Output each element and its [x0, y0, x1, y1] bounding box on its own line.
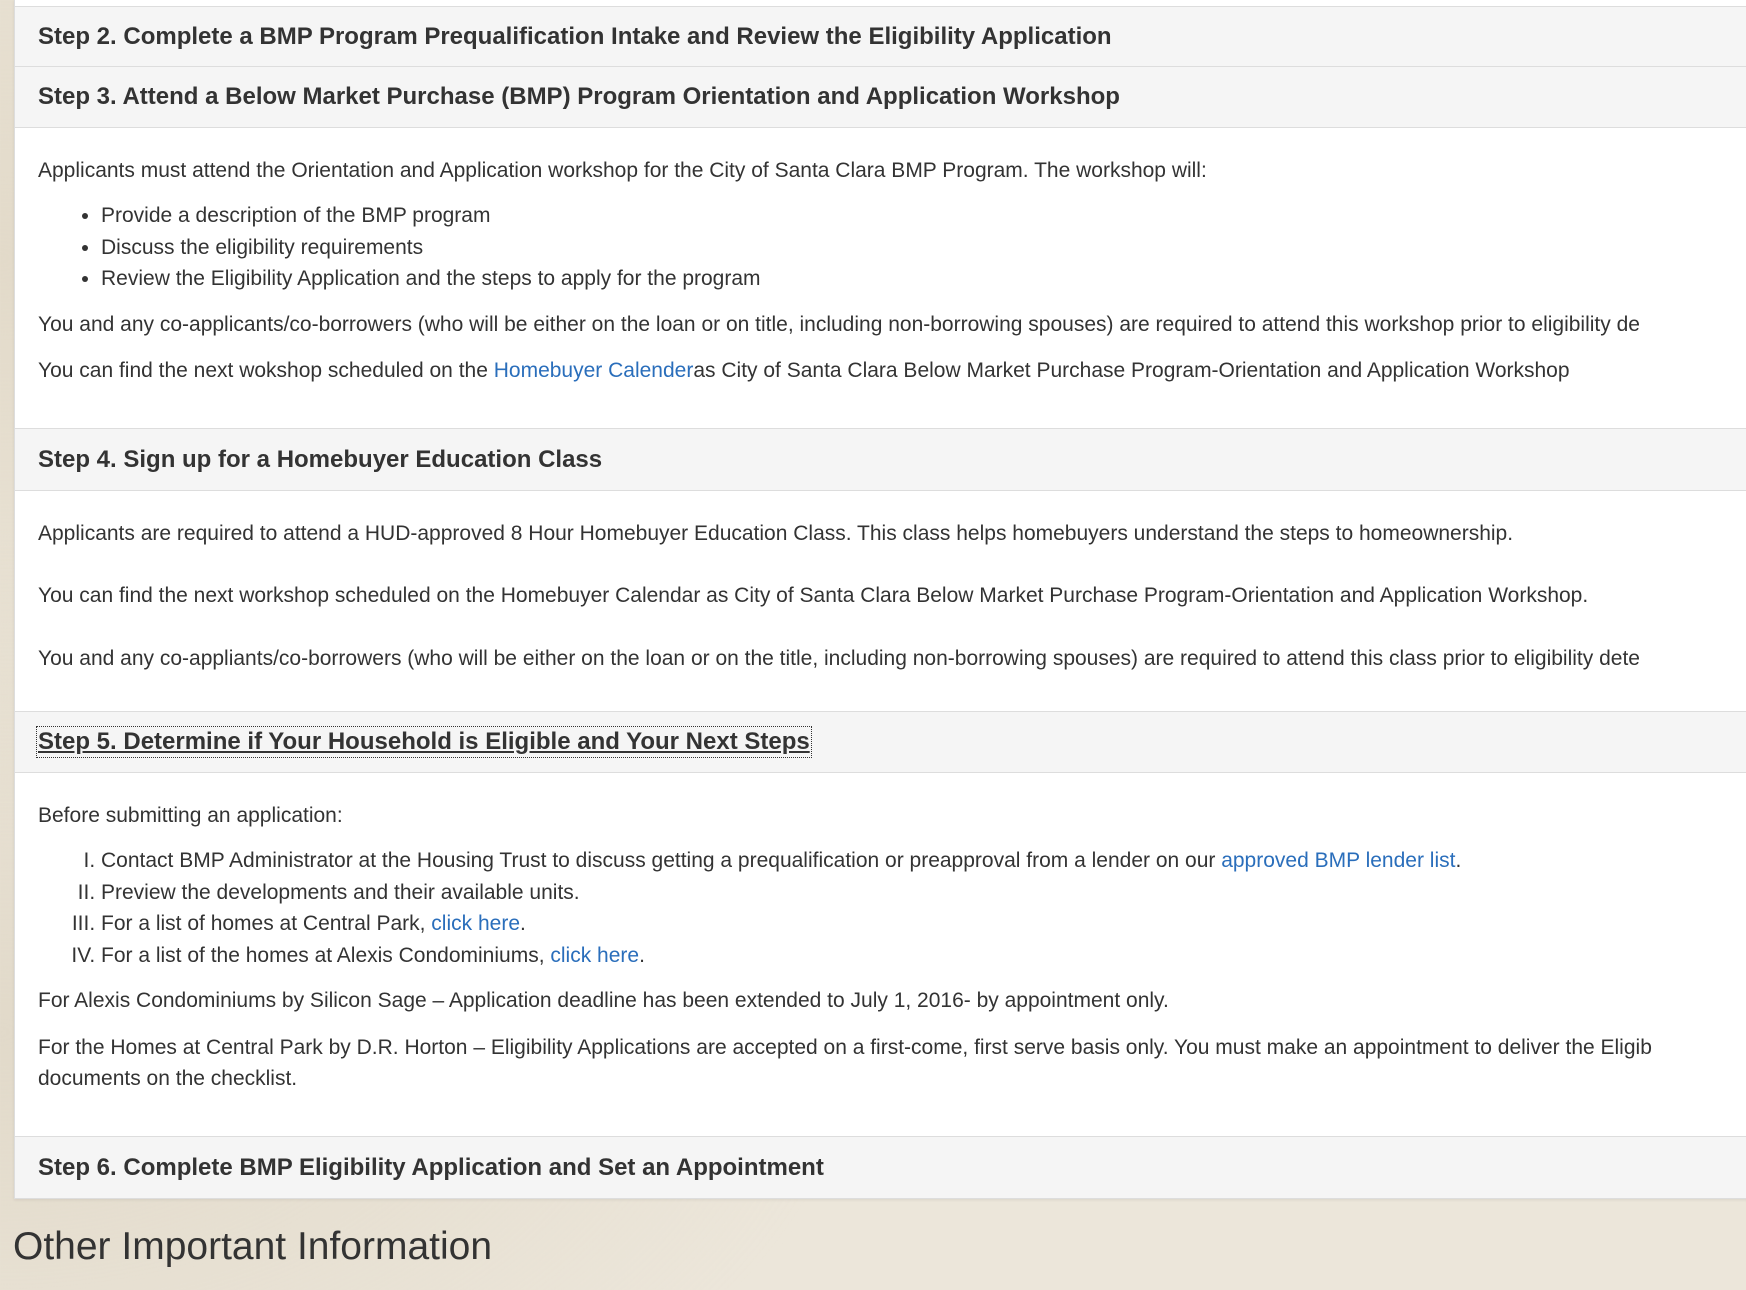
find-text-end: as City of Santa Clara Below Market Purchase Program-Orientation and Application Workshop	[693, 358, 1570, 382]
item-text: Contact BMP Administrator at the Housing Trust to discuss getting a prequalification or preapproval from a lender on our	[101, 849, 1222, 872]
step-3-title: Step 3. Attend a Below Market Purchase (BMP) Program Orientation and Application Workshop	[38, 83, 1120, 110]
list-item: • Discuss the eligibility requirements	[101, 232, 1746, 264]
step-4-attend-note: You and any co-appliants/co-borrowers (who will be either on the loan or on the title, including non-borrowing spouses) are required to attend this class prior to eligibility dete	[38, 647, 1640, 670]
step-2-heading[interactable]	[15, 7, 1746, 67]
approved-lender-list-link[interactable]: approved BMP lender list	[1221, 849, 1456, 872]
step-5-heading[interactable]	[15, 712, 1746, 773]
workshop-topics-list	[38, 200, 1746, 295]
step-3-heading[interactable]	[15, 67, 1746, 128]
step-3-find-workshop	[38, 355, 1746, 386]
central-park-note: For the Homes at Central Park by D.R. Horton – Eligibility Applications are accepted on a first-come, first serve basis only. You must make an appointment to deliver the Eligib	[38, 1036, 1652, 1059]
homebuyer-calendar-link[interactable]: Homebuyer Calender	[493, 358, 694, 382]
step-4-heading[interactable]	[15, 429, 1746, 491]
step-5-intro: Before submitting an application:	[38, 804, 343, 827]
alexis-click-here-link[interactable]: click here	[550, 943, 640, 967]
list-item	[101, 940, 1746, 972]
step-3-body	[15, 128, 1746, 429]
find-text: You can find the next wokshop scheduled on the	[38, 358, 494, 382]
step-3-attend-note: You and any co-applicants/co-borrowers (who will be either on the loan or on title, including non-borrowing spouses) are required to attend this workshop prior to eligibility de	[38, 312, 1640, 336]
step-4-body	[15, 491, 1746, 712]
central-park-note-cont: documents on the checklist.	[38, 1067, 298, 1090]
list-item	[101, 845, 1746, 877]
central-park-click-here-link[interactable]: click here	[431, 912, 520, 935]
item-text: For a list of the homes at Alexis Condominiums,	[101, 943, 551, 967]
step-5-title: Step 5. Determine if Your Household is Eligible and Your Next Steps	[38, 728, 810, 755]
next-steps-list	[38, 845, 1746, 971]
list-item	[101, 908, 1746, 940]
other-info-heading: Other Important Information	[13, 1225, 493, 1268]
step-3-intro: Applicants must attend the Orientation and Application workshop for the City of Santa Clara BMP Program. The workshop will:	[38, 159, 1207, 182]
step-6-title: Step 6. Complete BMP Eligibility Application and Set an Appointment	[38, 1153, 824, 1181]
accordion-top-edge	[15, 0, 1746, 7]
step-4-calendar-note: You can find the next workshop scheduled on the Homebuyer Calendar as City of Santa Clara Below Market Purchase Program-Orientation and Application Workshop.	[38, 584, 1589, 607]
steps-accordion	[14, 0, 1746, 1199]
list-item: II. Preview the developments and their available units.	[101, 877, 1746, 909]
item-text-end: .	[639, 943, 645, 967]
step-4-title: Step 4. Sign up for a Homebuyer Education Class	[38, 445, 603, 473]
list-item: • Provide a description of the BMP program	[101, 200, 1746, 232]
step-2-title: Step 2. Complete a BMP Program Prequalification Intake and Review the Eligibility Application	[38, 22, 1112, 50]
alexis-deadline-note: For Alexis Condominiums by Silicon Sage – Application deadline has been extended to July 1, 2016- by appointment only.	[38, 989, 1169, 1012]
step-4-requirement: Applicants are required to attend a HUD-approved 8 Hour Homebuyer Education Class. This class helps homebuyers understand the steps to homeownership.	[38, 522, 1514, 545]
step-5-body	[15, 773, 1746, 1137]
list-item: • Review the Eligibility Application and the steps to apply for the program	[101, 263, 1746, 295]
item-text-end: .	[1455, 849, 1462, 872]
item-text-end: .	[520, 912, 526, 935]
step-6-heading[interactable]	[15, 1137, 1746, 1198]
item-text: For a list of homes at Central Park,	[101, 912, 432, 935]
